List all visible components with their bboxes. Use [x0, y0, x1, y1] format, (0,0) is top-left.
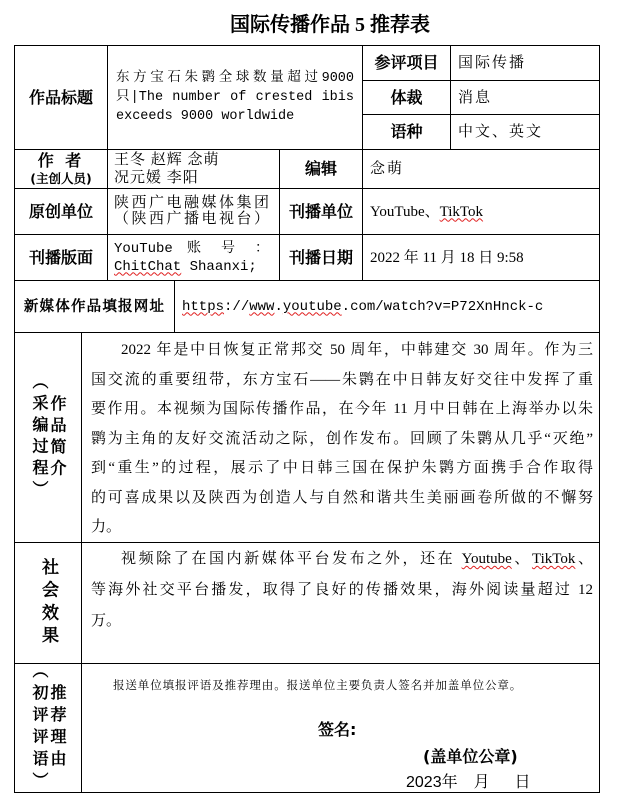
signature-date: 2023年 月 日 — [406, 774, 531, 791]
intro-label — [30, 373, 66, 502]
language-label-cell — [362, 114, 451, 150]
recommendation-label — [30, 662, 66, 794]
authors-value-cell — [107, 149, 280, 189]
original-unit-value-cell — [107, 188, 280, 235]
text-line: 只|The number of crested ibis — [116, 90, 354, 105]
publish-date-label-cell — [279, 234, 363, 281]
text-line: 国交流的重要纽带，东方宝石——朱鹮在中日韩友好交往中发挥了重 — [91, 371, 593, 388]
work-title-label: 作品标题 — [28, 87, 93, 107]
intro-paragraph — [91, 336, 593, 543]
social-effect-label-cell — [14, 542, 82, 664]
publish-date-value: 2022 年 11 月 18 日 9:58 — [370, 249, 524, 266]
social-effect-label: 社会效果 — [38, 557, 58, 649]
text-line: 力。 — [91, 519, 122, 535]
work-title-text — [116, 69, 354, 126]
authors-label-stack — [30, 151, 91, 187]
language-value-cell — [450, 114, 600, 150]
text-line: 作品简介 — [48, 394, 67, 481]
genre-label: 体裁 — [390, 87, 423, 107]
social-effect-paragraph — [91, 544, 593, 637]
text-line: 要作用。本视频为国际传播作品，在今年 11 月中日韩在上海举办以朱 — [91, 401, 593, 417]
spellcheck-flagged-word: ChitChat — [114, 258, 182, 275]
spellcheck-flagged-word: TikTok — [531, 551, 576, 567]
text-line: exceeds 9000 worldwide — [116, 109, 295, 124]
text-line: （采编过程） — [30, 373, 49, 502]
text-line — [114, 258, 269, 276]
editor-value: 念萌 — [370, 161, 405, 177]
genre-value-cell — [450, 80, 600, 115]
intro-value-cell — [81, 332, 600, 543]
category-value-cell — [450, 45, 600, 81]
genre-label-cell — [362, 80, 451, 115]
text-line: 况元媛 李阳 — [114, 170, 199, 186]
original-unit-label-cell — [14, 188, 108, 235]
category-value: 国际传播 — [458, 55, 527, 71]
publish-page-label-cell — [14, 234, 108, 281]
recommendation-instructions: 报送单位填报评语及推荐理由。报送单位主要负责人签名并加盖单位公章。 — [113, 680, 523, 692]
text-line: 2022 年是中日恢复正常邦交 50 周年，中韩建交 30 周年。作为三 — [121, 342, 593, 358]
editor-label-cell — [279, 149, 363, 189]
authors-sublabel: (主创人员) — [30, 171, 92, 186]
text-line: 等海外社交平台播发，取得了良好的传播效果，海外阅读量超过 12 — [91, 582, 593, 598]
language-value: 中文、英文 — [458, 124, 544, 140]
category-label-cell — [362, 45, 451, 81]
spellcheck-flagged-word: www — [249, 298, 275, 315]
text-line: （初评评语） — [30, 662, 49, 794]
text-line: 陕西广电融媒体集团 — [114, 195, 269, 211]
text-line: YouTube 账 号 ： — [114, 240, 269, 257]
url-value — [182, 297, 543, 317]
publish-date-value-cell — [362, 234, 600, 281]
document-title: 国际传播作品 5 推荐表 — [230, 14, 430, 36]
url-value-cell — [174, 280, 600, 333]
text-segment: :// — [224, 298, 250, 315]
signature-label: 签名: — [318, 720, 357, 739]
publish-unit-label: 刊播单位 — [288, 201, 353, 221]
text-line: 到“重生”的过程，展示了中日韩三国在保护朱鹮方面携手合作取得 — [91, 460, 593, 476]
editor-label: 编辑 — [304, 159, 337, 178]
publish-page-value-cell — [107, 234, 280, 281]
authors-label-cell — [14, 149, 108, 189]
publish-page-label: 刊播版面 — [28, 247, 93, 267]
spellcheck-flagged-word: https — [182, 298, 225, 315]
text-line: 万。 — [91, 613, 122, 629]
spellcheck-flagged-word: TikTok — [439, 203, 484, 220]
text-line: 王冬 赵辉 念萌 — [114, 152, 220, 168]
url-label-cell — [14, 280, 175, 333]
text-line: 的可喜成果以及陕西为创造人与自然和谐共生美丽画卷所做的不懈努 — [91, 489, 593, 506]
text-segment: Shaanxi; — [181, 258, 257, 275]
genre-value: 消息 — [458, 89, 493, 106]
language-label: 语种 — [390, 122, 423, 141]
text-segment: 视频除了在国内新媒体平台发布之外，还在 — [121, 551, 462, 567]
publish-date-label: 刊播日期 — [288, 247, 353, 267]
text-segment: YouTube、 — [370, 203, 440, 220]
work-title-label-cell — [14, 45, 108, 150]
text-segment: . — [274, 298, 283, 315]
text-segment: 、 — [575, 551, 593, 567]
text-line: 鹮为主角的友好交流活动之际，创作发布。回顾了朱鹮从几乎“灭绝” — [91, 430, 593, 447]
publish-unit-label-cell — [279, 188, 363, 235]
seal-note: (盖单位公章) — [423, 747, 518, 766]
work-title-value-cell — [107, 45, 363, 150]
text-line: （陕西广播电视台） — [114, 210, 269, 227]
social-effect-value-cell — [81, 542, 600, 664]
spellcheck-flagged-word: Youtube — [461, 551, 512, 567]
text-segment: .com/watch?v=P72XnHnck-c — [341, 298, 544, 315]
authors-list — [114, 151, 279, 187]
recommendation-label-cell — [14, 663, 82, 793]
text-line: 推荐理由 — [48, 684, 67, 772]
spellcheck-flagged-word: youtube — [282, 298, 342, 315]
text-segment: 、 — [511, 551, 532, 567]
text-line — [91, 544, 593, 575]
original-unit-label: 原创单位 — [28, 201, 93, 221]
publish-page-text — [114, 240, 269, 276]
original-unit-text — [114, 196, 269, 227]
publish-unit-value — [370, 202, 483, 222]
publish-unit-value-cell — [362, 188, 600, 235]
url-label: 新媒体作品填报网址 — [23, 298, 166, 315]
editor-value-cell — [362, 149, 600, 189]
intro-label-cell — [14, 332, 82, 543]
text-line: 东方宝石朱鹮全球数量超过9000 — [116, 71, 354, 86]
category-label: 参评项目 — [374, 53, 439, 72]
authors-label: 作 者 — [37, 151, 85, 170]
recommendation-value-cell — [81, 663, 600, 793]
